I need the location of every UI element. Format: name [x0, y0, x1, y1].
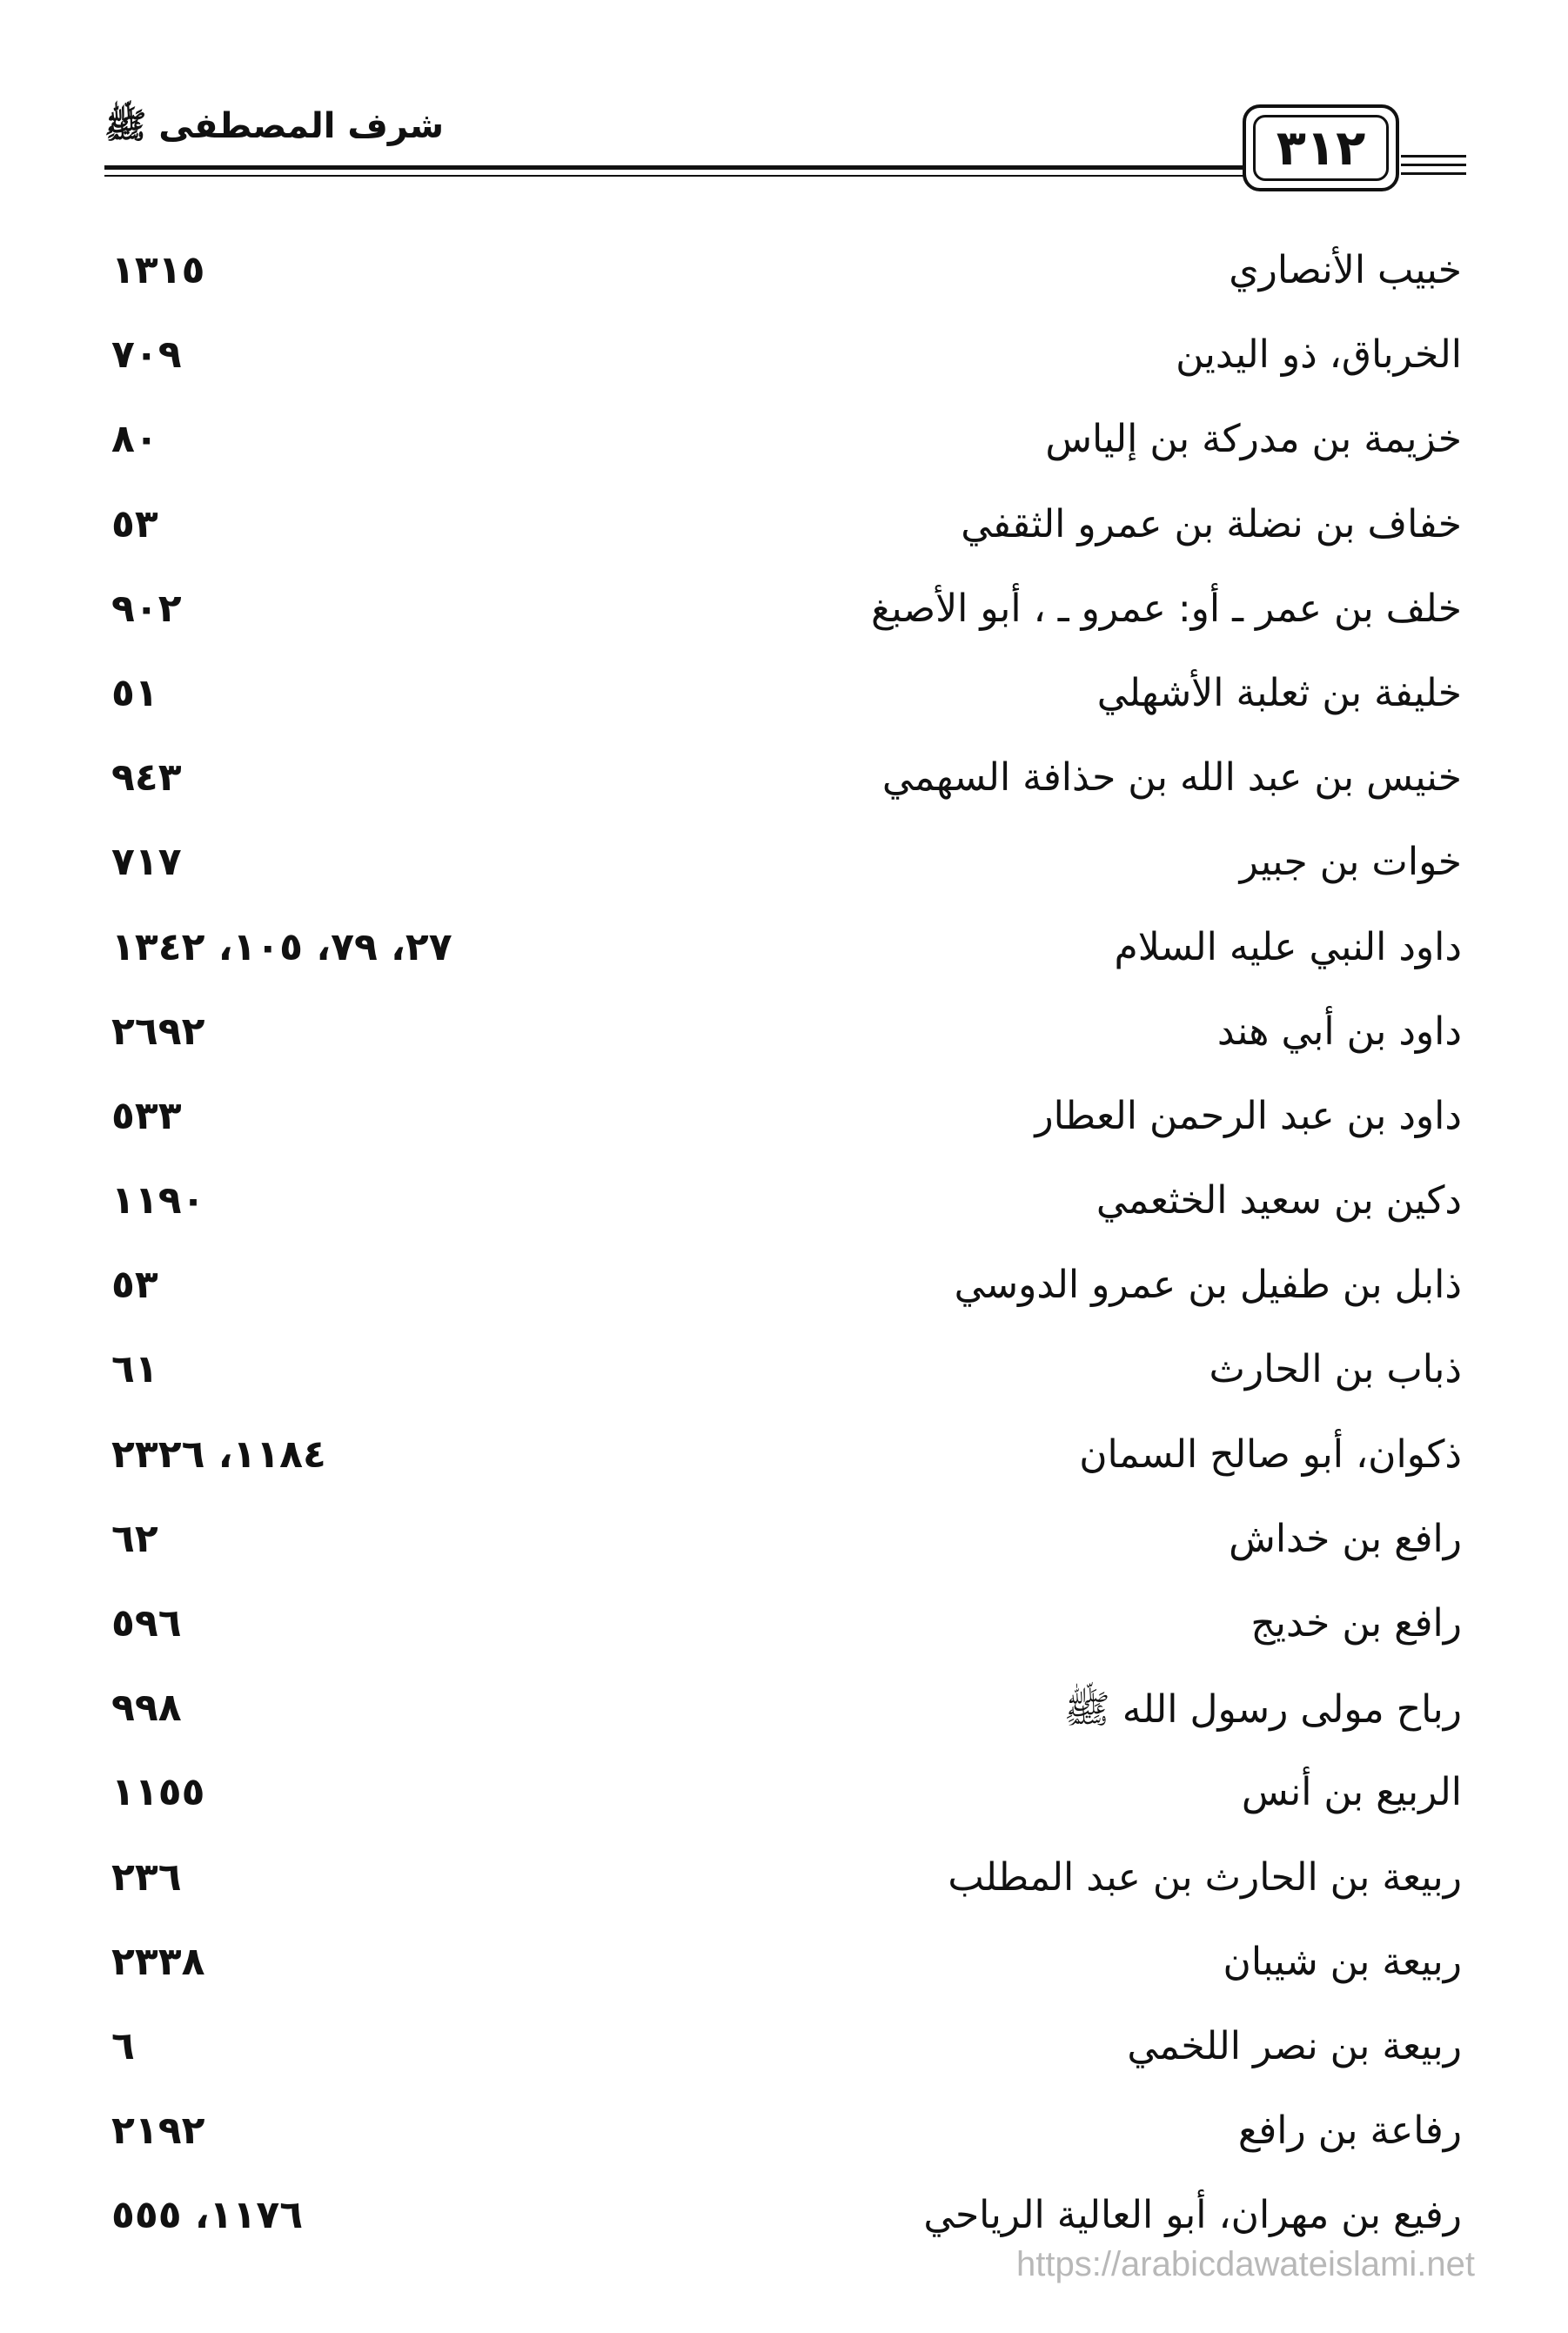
index-entry — [104, 1753, 1462, 1837]
entry-pages: ٧٠٩ — [111, 332, 182, 378]
index-entry — [104, 1076, 1462, 1161]
entry-pages: ٩٤٣ — [111, 755, 182, 801]
entry-name: رافع بن خداش — [1229, 1516, 1462, 1561]
entry-name: الربيع بن أنس — [1241, 1770, 1462, 1815]
entry-pages: ٦ — [111, 2023, 135, 2068]
index-entry — [104, 2007, 1462, 2091]
entry-name: خفاف بن نضلة بن عمرو الثقفي — [961, 501, 1462, 546]
entry-pages: ١١٥٥ — [111, 1770, 205, 1815]
entry-name: خنيس بن عبد الله بن حذافة السهمي — [881, 755, 1462, 801]
entry-name: رفاعة بن رافع — [1237, 2108, 1462, 2154]
index-entry — [104, 908, 1462, 992]
entry-pages: ٥٩٦ — [111, 1601, 182, 1646]
entry-pages: ٦١ — [111, 1347, 158, 1392]
index-entry — [104, 738, 1462, 822]
entry-name: رباح مولى رسول الله ﷺ — [1063, 1687, 1462, 1733]
header-rule-thin — [104, 175, 1244, 177]
entry-name: رفيع بن مهران، أبو العالية الرياحي — [923, 2193, 1462, 2238]
index-entry — [104, 1499, 1462, 1584]
entry-pages: ١١٨٤، ٢٣٢٦ — [111, 1431, 326, 1477]
index-entry — [104, 1245, 1462, 1330]
index-entry — [104, 1161, 1462, 1245]
entry-pages: ١١٩٠ — [111, 1178, 205, 1223]
entry-pages: ٥٣٣ — [111, 1093, 182, 1138]
entry-name: داود بن عبد الرحمن العطار — [1035, 1093, 1462, 1138]
entry-pages: ٥٣ — [111, 1263, 158, 1308]
index-list — [104, 231, 1462, 2261]
index-entry — [104, 2091, 1462, 2175]
index-entry — [104, 1415, 1462, 1499]
entry-name: خزيمة بن مدركة بن إلياس — [1045, 417, 1462, 462]
index-entry — [104, 1330, 1462, 1414]
entry-pages: ٧١٧ — [111, 840, 182, 885]
index-entry — [104, 485, 1462, 569]
entry-pages: ٢١٩٢ — [111, 2108, 205, 2154]
entry-name: ذكوان، أبو صالح السمان — [1079, 1431, 1462, 1477]
entry-name: خوات بن جبير — [1239, 840, 1462, 885]
header-rule-right — [1401, 164, 1466, 166]
entry-name: ربيعة بن نصر اللخمي — [1127, 2023, 1462, 2068]
entry-name: رافع بن خديج — [1250, 1601, 1462, 1646]
entry-name: خبيب الأنصاري — [1229, 248, 1462, 292]
entry-name: ذابل بن طفيل بن عمرو الدوسي — [954, 1263, 1462, 1308]
entry-name: خلف بن عمر ـ أو: عمرو ـ ، أبو الأصبغ — [871, 586, 1462, 631]
page-number: ٣١٢ — [1253, 115, 1389, 181]
entry-pages: ١٣١٥ — [111, 248, 205, 292]
entry-name: خليفة بن ثعلبة الأشهلي — [1096, 670, 1462, 715]
entry-name: داود بن أبي هند — [1216, 1009, 1462, 1054]
entry-pages: ٢٣٣٨ — [111, 1939, 205, 1984]
page-number-frame — [1243, 104, 1399, 191]
entry-name: داود النبي عليه السلام — [1114, 924, 1462, 969]
entry-pages: ٢٦٩٢ — [111, 1009, 205, 1054]
entry-pages: ٢٧، ٧٩، ١٠٥، ١٣٤٢ — [111, 924, 452, 969]
entry-name: دكين بن سعيد الخثعمي — [1096, 1178, 1462, 1223]
entry-name: ربيعة بن شيبان — [1223, 1939, 1462, 1984]
index-entry — [104, 992, 1462, 1076]
entry-pages: ٢٣٦ — [111, 1854, 182, 1900]
index-entry — [104, 1838, 1462, 1922]
index-entry — [104, 822, 1462, 907]
index-entry — [104, 1584, 1462, 1668]
running-title: شرف المصطفى ﷺ — [104, 106, 445, 146]
entry-pages: ٩٠٢ — [111, 586, 182, 631]
index-entry — [104, 569, 1462, 654]
index-entry — [104, 1668, 1462, 1753]
index-entry — [104, 1922, 1462, 2007]
header-rule-right — [1401, 155, 1466, 158]
index-entry — [104, 231, 1462, 315]
entry-pages: ٨٠ — [111, 417, 158, 462]
entry-pages: ٩٩٨ — [111, 1686, 182, 1731]
entry-pages: ٥١ — [111, 670, 158, 715]
entry-name: ربيعة بن الحارث بن عبد المطلب — [948, 1854, 1462, 1900]
header-rule-right — [1401, 172, 1466, 175]
index-entry — [104, 399, 1462, 484]
entry-name: ذباب بن الحارث — [1209, 1347, 1462, 1392]
index-entry — [104, 654, 1462, 738]
index-entry — [104, 315, 1462, 399]
entry-name: الخرباق، ذو اليدين — [1176, 332, 1462, 378]
entry-pages: ٥٣ — [111, 501, 158, 546]
watermark-url: https://arabicdawateislami.net — [1016, 2245, 1475, 2283]
header-rule-thick — [104, 165, 1244, 170]
entry-pages: ١١٧٦، ٥٥٥ — [111, 2193, 304, 2238]
entry-pages: ٦٢ — [111, 1516, 158, 1561]
page-header — [0, 0, 1568, 200]
